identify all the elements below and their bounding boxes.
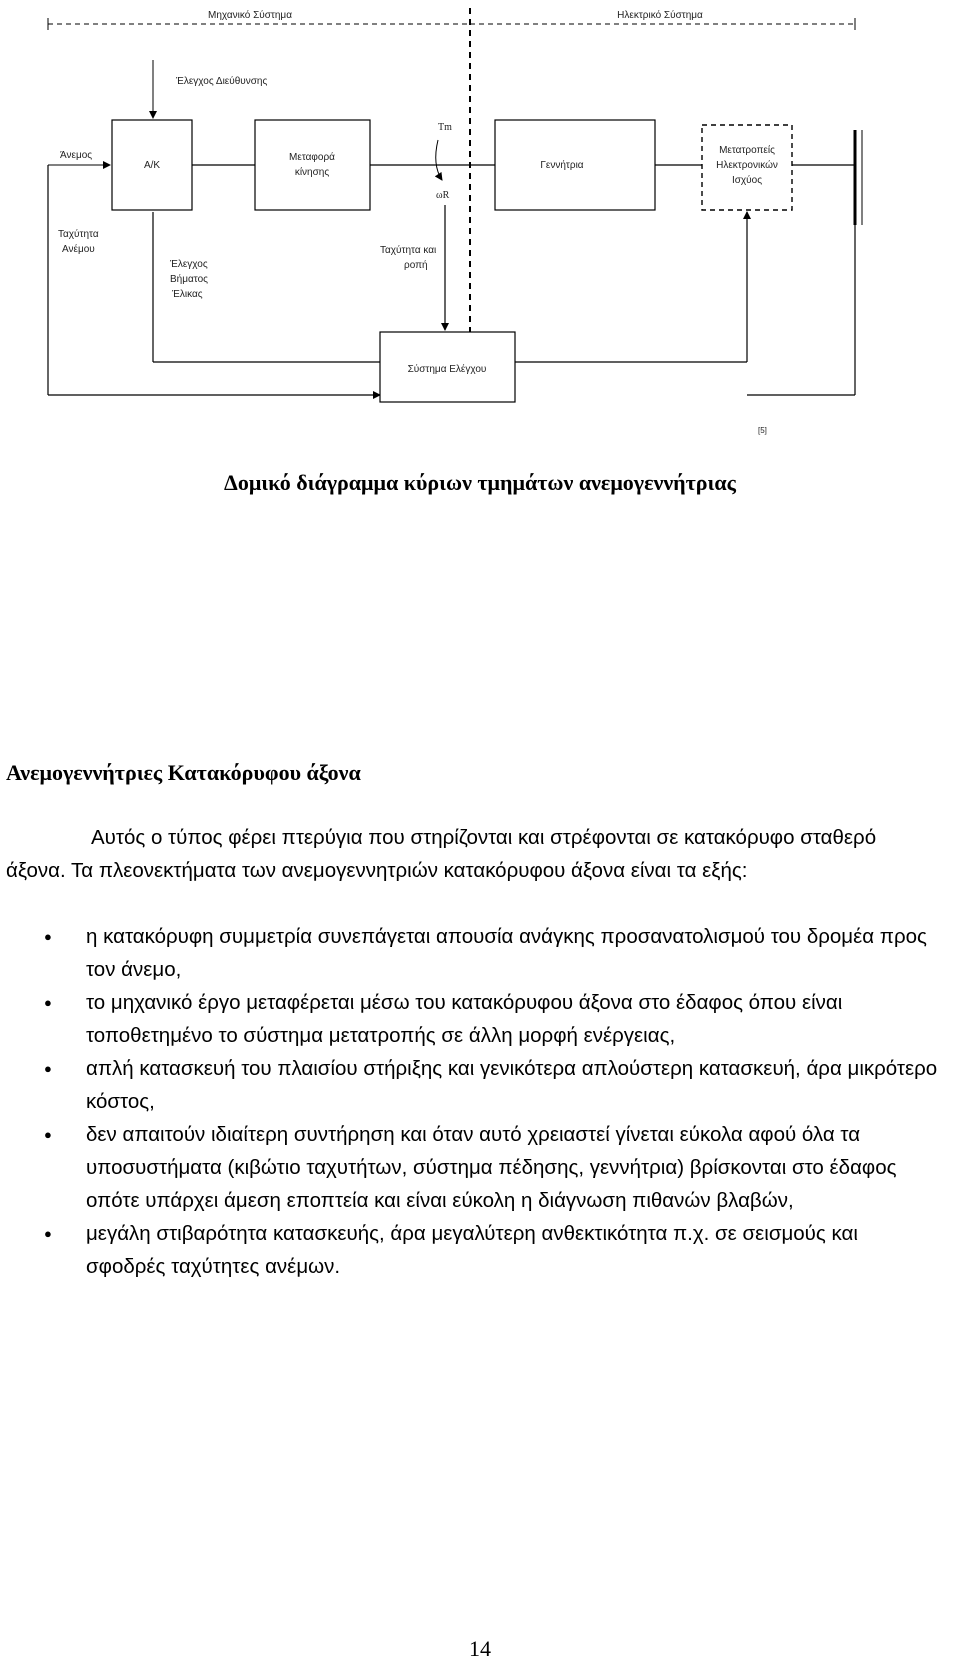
converters-label-3: Ισχύος xyxy=(731,175,763,186)
wind-speed-label-2: Ανέμου xyxy=(62,244,95,255)
generator-label: Γεννήτρια xyxy=(540,160,584,171)
list-item: ● απλή κατασκευή του πλαισίου στήριξης και γενικότερα απλούστερη κατασκευή, άρα μικρότερο κόστος, xyxy=(0,1052,940,1118)
section-heading: Ανεμογεννήτριες Κατακόρυφου άξονα xyxy=(6,760,361,785)
wind-label: Άνεμος xyxy=(60,150,93,161)
list-item: ● μεγάλη στιβαρότητα κατασκευής, άρα μεγαλύτερη ανθεκτικότητα π.χ. σε σεισμούς και σφοδρές ταχύτητες ανέμων. xyxy=(0,1217,940,1283)
intro-text: Αυτός ο τύπος φέρει πτερύγια που στηρίζονται και στρέφονται σε κατακόρυφο σταθερό άξονα. Τα πλεονεκτήματα των ανεμογεννητριών κατακόρυφου άξονα είναι τα εξής: xyxy=(6,826,877,882)
section-mechanical-label: Μηχανικό Σύστημα xyxy=(208,10,292,21)
wind-turbine-block-diagram xyxy=(0,0,960,440)
speed-torque-label-2: ροπή xyxy=(404,260,428,271)
converters-label-1: Μετατροπείς xyxy=(719,145,775,156)
control-system-label: Σύστημα Ελέγχου xyxy=(407,364,487,375)
transmission-label-1: Μεταφορά xyxy=(289,152,335,163)
converters-label-2: Ηλεκτρονικών xyxy=(716,160,778,171)
ak-block-label: Α/Κ xyxy=(143,160,161,171)
omega-label: ωR xyxy=(436,190,450,201)
pitch-control-label-1: Έλεγχος xyxy=(170,259,208,270)
reference-label: [5] xyxy=(758,426,767,435)
section-electrical-label: Ηλεκτρικό Σύστημα xyxy=(617,10,703,21)
transmission-block xyxy=(255,120,370,210)
speed-torque-label-1: Ταχύτητα και xyxy=(380,245,437,256)
pitch-control-label-2: Βήματος xyxy=(170,274,208,285)
page-number: 14 xyxy=(469,1636,491,1661)
pitch-control-label-3: Έλικας xyxy=(172,289,203,300)
tm-label: Tm xyxy=(438,122,452,133)
advantages-list xyxy=(0,920,940,1283)
intro-paragraph xyxy=(6,821,916,887)
list-item: ● δεν απαιτούν ιδιαίτερη συντήρηση και όταν αυτό χρειαστεί γίνεται εύκολα αφού όλα τα υποσυστήματα (κιβώτιο ταχυτήτων, σύστημα πέδησης, γεννήτρια) βρίσκονται στο έδαφος οπότε υπάρχει άμεση εποπτεία και είναι εύκολη η διάγνωση πιθανών βλαβών, xyxy=(0,1118,940,1217)
list-item: ● το μηχανικό έργο μεταφέρεται μέσω του κατακόρυφου άξονα στο έδαφος όπου είναι τοποθετημένο το σύστημα μετατροπής σε άλλη μορφή ενέργειας, xyxy=(0,986,940,1052)
wind-speed-label-1: Ταχύτητα xyxy=(58,229,99,240)
direction-control-label: Έλεγχος Διεύθυνσης xyxy=(176,76,268,87)
list-item: ● η κατακόρυφη συμμετρία συνεπάγεται απουσία ανάγκης προσανατολισμού του δρομέα προς τον άνεμο, xyxy=(0,920,940,986)
transmission-label-2: κίνησης xyxy=(294,167,330,178)
figure-caption: Δομικό διάγραμμα κύριων τμημάτων ανεμογεννήτριας xyxy=(224,470,736,495)
